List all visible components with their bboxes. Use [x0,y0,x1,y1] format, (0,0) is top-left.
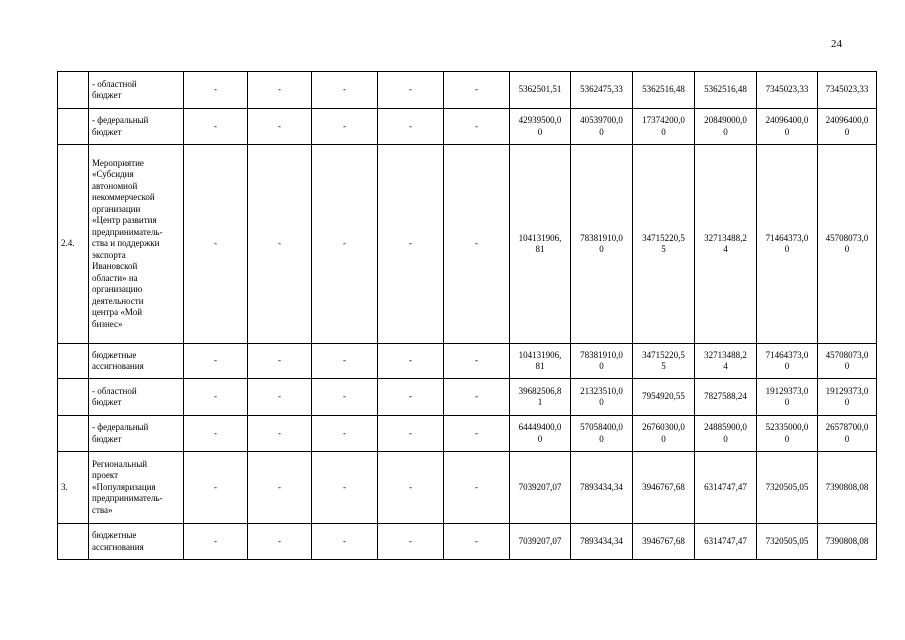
dash-cell: - [184,145,248,344]
value-cell: 5362516,48 [695,72,757,109]
value-cell: 7954920,55 [633,379,695,416]
dash-cell: - [184,344,248,379]
dash-cell: - [378,416,444,452]
dash-cell: - [184,524,248,560]
value-cell: 17374200,0 0 [633,109,695,145]
dash-cell: - [378,145,444,344]
value-cell: 7390808,08 [818,452,877,524]
dash-cell: - [312,452,378,524]
value-cell: 34715220,5 5 [633,344,695,379]
value-cell: 3946767,68 [633,524,695,560]
dash-cell: - [184,379,248,416]
row-number-cell [58,344,89,379]
dash-cell: - [248,109,312,145]
row-number-cell [58,416,89,452]
value-cell: 45708073,0 0 [818,344,877,379]
dash-cell: - [378,344,444,379]
value-cell: 7345023,33 [818,72,877,109]
dash-cell: - [312,379,378,416]
value-cell: 7320505,05 [757,524,818,560]
row-description-cell: Региональный проект «Популяризация предприниматель- ства» [89,452,184,524]
row-description-cell: Мероприятие «Субсидия автономной некоммерческой организации «Центр развития предприниматель- ства и поддержки экспорта Ивановской области» на организацию деятельности центра «Мой бизнес» [89,145,184,344]
dash-cell: - [378,379,444,416]
value-cell: 7039207,07 [510,524,571,560]
dash-cell: - [184,452,248,524]
value-cell: 34715220,5 5 [633,145,695,344]
value-cell: 7893434,34 [571,524,633,560]
value-cell: 26578700,0 0 [818,416,877,452]
dash-cell: - [248,452,312,524]
dash-cell: - [312,416,378,452]
row-number-cell: 2.4. [58,145,89,344]
dash-cell: - [378,524,444,560]
dash-cell: - [312,344,378,379]
dash-cell: - [184,109,248,145]
table-row [58,524,877,560]
value-cell: 5362516,48 [633,72,695,109]
dash-cell: - [248,72,312,109]
dash-cell: - [444,416,510,452]
value-cell: 19129373,0 0 [818,379,877,416]
dash-cell: - [378,452,444,524]
dash-cell: - [444,72,510,109]
value-cell: 78381910,0 0 [571,145,633,344]
value-cell: 71464373,0 0 [757,344,818,379]
value-cell: 21323510,0 0 [571,379,633,416]
dash-cell: - [248,145,312,344]
table-row [58,109,877,145]
value-cell: 3946767,68 [633,452,695,524]
row-description-cell: - федеральный бюджет [89,109,184,145]
dash-cell: - [184,416,248,452]
value-cell: 7039207,07 [510,452,571,524]
row-number-cell [58,109,89,145]
dash-cell: - [312,72,378,109]
dash-cell: - [184,72,248,109]
table-row [58,72,877,109]
dash-cell: - [312,145,378,344]
value-cell: 6314747,47 [695,452,757,524]
value-cell: 20849000,0 0 [695,109,757,145]
dash-cell: - [444,524,510,560]
value-cell: 64449400,0 0 [510,416,571,452]
dash-cell: - [248,416,312,452]
value-cell: 42939500,0 0 [510,109,571,145]
value-cell: 40539700,0 0 [571,109,633,145]
value-cell: 19129373,0 0 [757,379,818,416]
value-cell: 7345023,33 [757,72,818,109]
row-description-cell: бюджетные ассигнования [89,344,184,379]
value-cell: 71464373,0 0 [757,145,818,344]
value-cell: 52335000,0 0 [757,416,818,452]
value-cell: 24096400,0 0 [757,109,818,145]
row-number-cell [58,379,89,416]
dash-cell: - [312,524,378,560]
dash-cell: - [444,379,510,416]
row-number-cell: 3. [58,452,89,524]
value-cell: 5362501,51 [510,72,571,109]
dash-cell: - [444,344,510,379]
dash-cell: - [312,109,378,145]
value-cell: 57058400,0 0 [571,416,633,452]
dash-cell: - [444,145,510,344]
dash-cell: - [248,524,312,560]
value-cell: 6314747,47 [695,524,757,560]
row-number-cell [58,72,89,109]
value-cell: 7320505,05 [757,452,818,524]
value-cell: 7390808,08 [818,524,877,560]
value-cell: 24885900,0 0 [695,416,757,452]
page-number: 24 [831,38,842,50]
table-row [58,145,877,344]
dash-cell: - [444,109,510,145]
row-description-cell: - федеральный бюджет [89,416,184,452]
value-cell: 104131906, 81 [510,145,571,344]
row-description-cell: - областной бюджет [89,72,184,109]
row-description-cell: бюджетные ассигнования [89,524,184,560]
value-cell: 39682506,8 1 [510,379,571,416]
table-row [58,379,877,416]
dash-cell: - [248,379,312,416]
value-cell: 5362475,33 [571,72,633,109]
table-row [58,344,877,379]
budget-table [57,71,877,560]
table-body [58,72,877,560]
value-cell: 26760300,0 0 [633,416,695,452]
value-cell: 7827588,24 [695,379,757,416]
table-row [58,452,877,524]
dash-cell: - [378,72,444,109]
value-cell: 104131906, 81 [510,344,571,379]
dash-cell: - [248,344,312,379]
dash-cell: - [378,109,444,145]
value-cell: 32713488,2 4 [695,145,757,344]
table-row [58,416,877,452]
value-cell: 45708073,0 0 [818,145,877,344]
value-cell: 24096400,0 0 [818,109,877,145]
dash-cell: - [444,452,510,524]
row-description-cell: - областной бюджет [89,379,184,416]
value-cell: 78381910,0 0 [571,344,633,379]
value-cell: 7893434,34 [571,452,633,524]
value-cell: 32713488,2 4 [695,344,757,379]
row-number-cell [58,524,89,560]
